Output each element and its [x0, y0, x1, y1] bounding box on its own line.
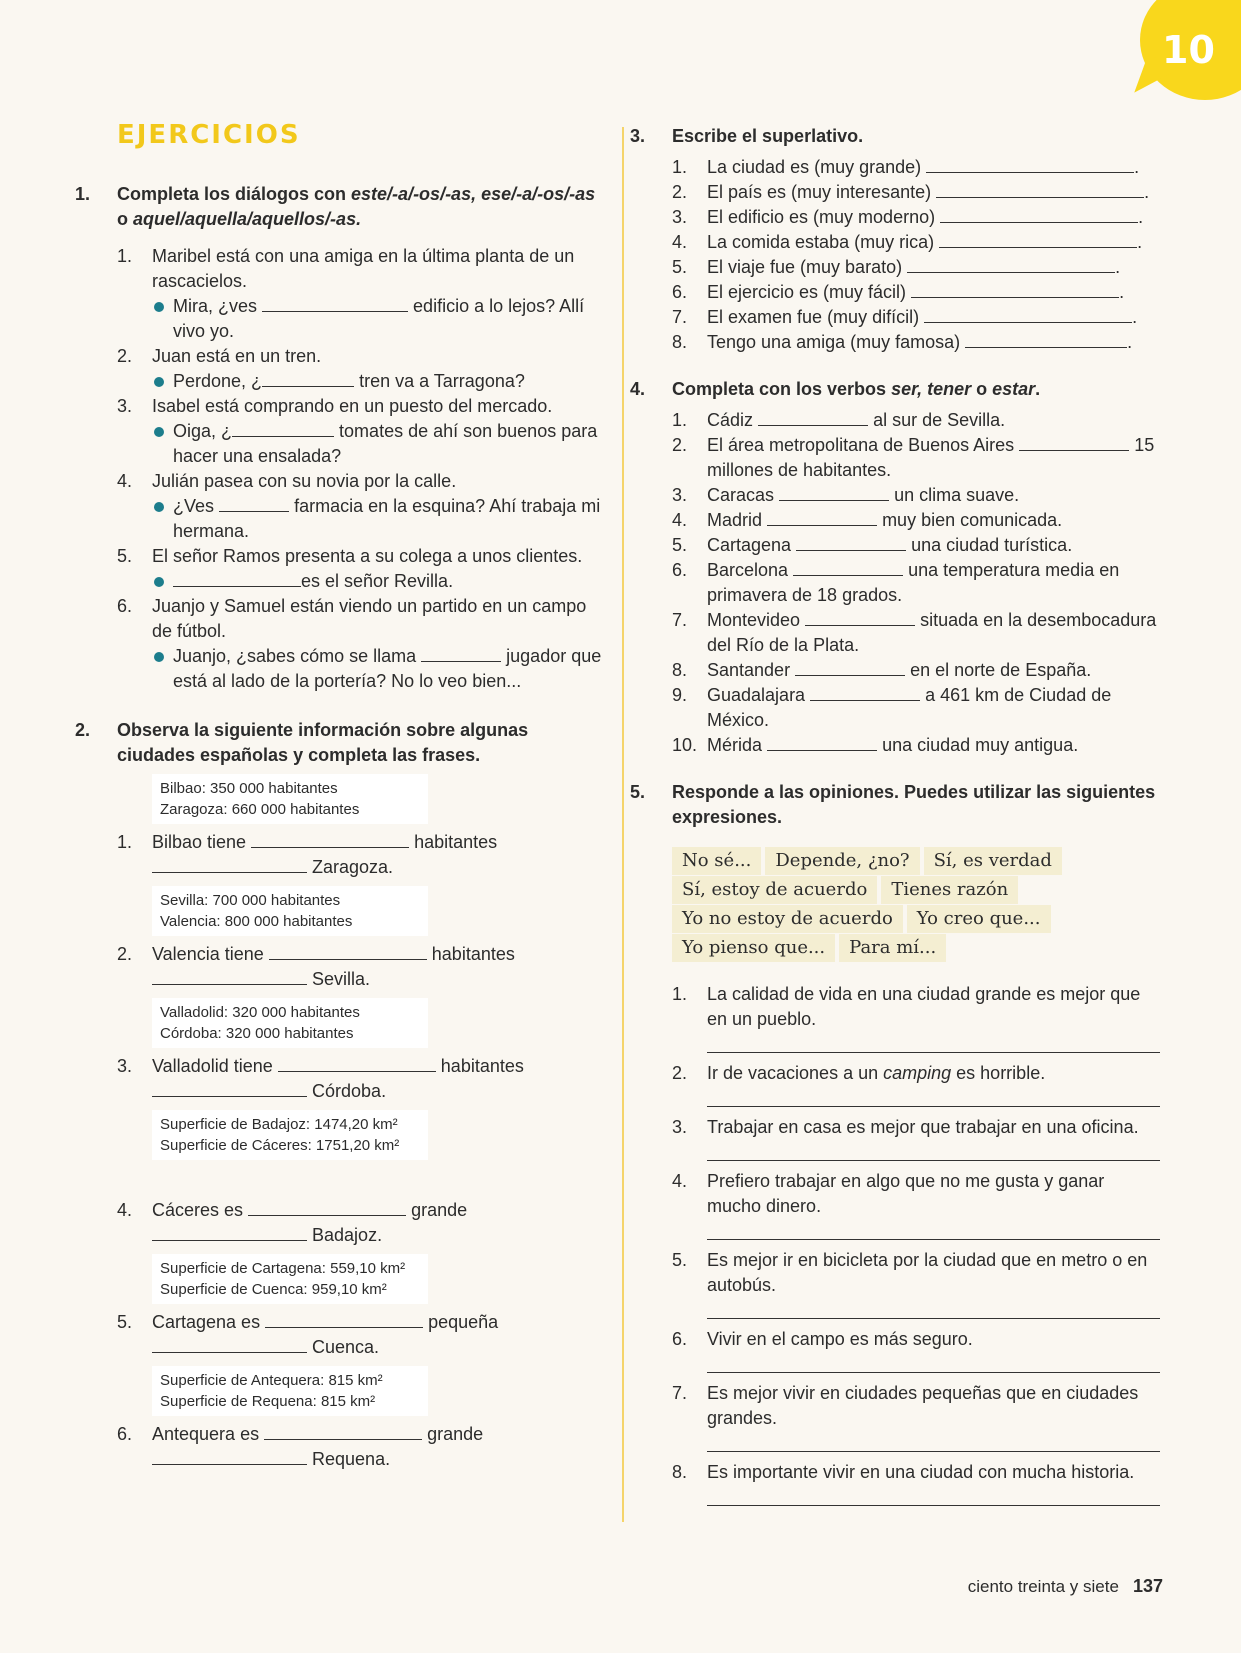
item-number: 6.: [117, 1424, 133, 1444]
instruction-text: o: [117, 209, 133, 229]
info-line: Valencia: 800 000 habitantes: [160, 913, 353, 930]
list-item: [117, 394, 610, 419]
answer-line[interactable]: [707, 1431, 1160, 1452]
list-item: [672, 1061, 1160, 1086]
fill-blank[interactable]: [262, 295, 408, 312]
info-line: Superficie de Requena: 815 km²: [160, 1393, 376, 1410]
answer-line[interactable]: [707, 1298, 1160, 1319]
fill-blank[interactable]: [251, 831, 409, 848]
item-number: 6.: [672, 560, 688, 580]
fill-blank[interactable]: [795, 659, 905, 676]
list-item: [672, 508, 1160, 533]
dialogue-line: [152, 569, 610, 594]
item-text: Badajoz.: [312, 1225, 383, 1245]
fill-blank[interactable]: [926, 156, 1134, 173]
item-text: Ir de vacaciones a un: [707, 1063, 884, 1083]
list-item: [672, 558, 1160, 608]
item-number: 5.: [672, 1250, 688, 1270]
exercise-number: 2.: [75, 720, 91, 740]
dialogue-line: [152, 494, 610, 544]
item-text: Madrid: [707, 510, 763, 530]
list-item: [672, 483, 1160, 508]
item-number: 6.: [672, 1329, 688, 1349]
instruction-italic: aquel/aquella/aquellos/-as.: [133, 209, 362, 229]
item-number: 4.: [117, 1200, 133, 1220]
fill-blank[interactable]: [1019, 434, 1129, 451]
expression-chip: Sí, es verdad: [924, 847, 1062, 875]
exercise-instruction: Observa la siguiente información sobre algunas ciudades españolas y completa las frases.: [117, 720, 529, 765]
item-text: El examen fue (muy difícil): [707, 307, 920, 327]
item-text: El edificio es (muy moderno): [707, 207, 936, 227]
item-text: El ejercicio es (muy fácil): [707, 282, 907, 302]
fill-blank[interactable]: [248, 1199, 406, 1216]
item-text: Zaragoza.: [312, 857, 394, 877]
list-item: [672, 658, 1160, 683]
item-text: una ciudad muy antigua.: [882, 735, 1079, 755]
fill-blank[interactable]: [421, 645, 501, 662]
item-number: 2.: [672, 182, 688, 202]
info-box: [152, 1366, 428, 1416]
dialogue-line: [152, 419, 610, 469]
item-text: una ciudad turística.: [911, 535, 1073, 555]
item-number: 3.: [117, 396, 133, 416]
fill-blank[interactable]: [152, 1448, 307, 1465]
dialogue-text: Mira, ¿ves: [173, 296, 258, 316]
fill-blank[interactable]: [152, 1336, 307, 1353]
verb-list: [630, 408, 1160, 758]
dialogue-line: [152, 294, 610, 344]
item-text: situada en la desembocadura del Río de la Plata.: [707, 610, 1157, 655]
dialogue-text: Oiga, ¿: [173, 421, 233, 441]
list-item: [117, 1310, 610, 1360]
list-item: [672, 408, 1160, 433]
item-number: 1.: [672, 984, 688, 1004]
item-text: Caracas: [707, 485, 775, 505]
dialogue-text: es el señor Revilla.: [301, 571, 454, 591]
exercise-number: 1.: [75, 184, 91, 204]
item-number: 2.: [117, 944, 133, 964]
item-number: 2.: [117, 346, 133, 366]
page-footer: [968, 1576, 1163, 1597]
expression-chip: Sí, estoy de acuerdo: [672, 876, 877, 904]
item-text: La ciudad es (muy grande): [707, 157, 922, 177]
item-number: 7.: [672, 307, 688, 327]
list-item: [672, 982, 1160, 1032]
item-number: 5.: [117, 1312, 133, 1332]
expression-chip: Para mí...: [839, 934, 946, 962]
item-text: es horrible.: [951, 1063, 1046, 1083]
item-text-italic: camping: [883, 1063, 952, 1083]
item-text: El área metropolitana de Buenos Aires: [707, 435, 1015, 455]
fill-blank[interactable]: [939, 231, 1137, 248]
fill-blank[interactable]: [232, 420, 334, 437]
item-text: Isabel está comprando en un puesto del mercado.: [152, 396, 553, 416]
right-column: [630, 124, 1160, 1520]
answer-line[interactable]: [707, 1352, 1160, 1373]
item-number: 4.: [672, 1171, 688, 1191]
list-item: [117, 1198, 610, 1248]
expression-chip: Yo creo que...: [907, 905, 1051, 933]
expression-chip: No sé...: [672, 847, 761, 875]
exercise-number: 4.: [630, 379, 646, 399]
item-text: una temperatura media en primavera de 18 grados.: [707, 560, 1120, 605]
list-item: [672, 1460, 1160, 1485]
list-item: [117, 1054, 610, 1104]
answer-line[interactable]: [707, 1219, 1160, 1240]
info-box: [152, 886, 428, 936]
item-text: Es mejor ir en bicicleta por la ciudad que en metro o en autobús.: [707, 1250, 1148, 1295]
item-number: 7.: [672, 610, 688, 630]
item-text: Tengo una amiga (muy famosa): [707, 332, 961, 352]
list-item: 5. El viaje fue (muy barato) .: [672, 255, 1160, 280]
fill-blank[interactable]: [907, 256, 1115, 273]
item-text: Maribel está con una amiga en la última planta de un rascacielos.: [152, 246, 575, 291]
list-item: [672, 1115, 1160, 1140]
item-text: grande: [411, 1200, 468, 1220]
item-text: 15 millones de habitantes.: [707, 435, 1155, 480]
info-line: Córdoba: 320 000 habitantes: [160, 1025, 354, 1042]
item-number: 4.: [672, 232, 688, 252]
item-text: Cartagena es: [152, 1312, 261, 1332]
fill-blank[interactable]: [965, 331, 1127, 348]
info-box: [152, 1254, 428, 1304]
info-line: Zaragoza: 660 000 habitantes: [160, 801, 360, 818]
chapter-number: 10: [1162, 28, 1215, 72]
fill-blank[interactable]: [758, 409, 868, 426]
list-item: [117, 244, 610, 294]
answer-line[interactable]: [707, 1086, 1160, 1107]
page-number: 137: [1132, 1576, 1163, 1596]
item-text: a 461 km de Ciudad de México.: [707, 685, 1112, 730]
dialogue-text: tren va a Tarragona?: [359, 371, 525, 391]
list-item: 7. El examen fue (muy difícil) .: [672, 305, 1160, 330]
instruction-text: .: [1035, 379, 1041, 399]
item-number: 1.: [117, 246, 133, 266]
info-box: [152, 998, 428, 1048]
instruction-text: Completa los diálogos con: [117, 184, 352, 204]
item-number: 3.: [117, 1056, 133, 1076]
item-number: 5.: [117, 546, 133, 566]
info-line: Superficie de Cáceres: 1751,20 km²: [160, 1137, 400, 1154]
list-item: [117, 942, 610, 992]
info-box: [152, 1110, 428, 1160]
item-text: La comida estaba (muy rica): [707, 232, 935, 252]
list-item: 8. Tengo una amiga (muy famosa) .: [672, 330, 1160, 355]
exercise-4: [630, 377, 1160, 758]
item-text: habitantes: [440, 1056, 524, 1076]
item-number: 3.: [672, 1117, 688, 1137]
fill-blank[interactable]: [936, 181, 1144, 198]
item-text: Sevilla.: [312, 969, 371, 989]
item-text: al sur de Sevilla.: [873, 410, 1006, 430]
column-divider: [622, 127, 624, 1522]
item-text: Cáceres es: [152, 1200, 244, 1220]
dialogue-text: Juanjo, ¿sabes cómo se llama: [173, 646, 417, 666]
item-number: 2.: [672, 435, 688, 455]
item-text: Cuenca.: [312, 1337, 380, 1357]
list-item: [672, 1248, 1160, 1298]
exercise-instruction: [117, 182, 610, 232]
expression-chip: Tienes razón: [881, 876, 1018, 904]
info-box: [152, 774, 428, 824]
list-item: [117, 469, 610, 494]
list-item: [117, 344, 610, 369]
fill-blank[interactable]: [219, 495, 289, 512]
item-text: Julián pasea con su novia por la calle.: [152, 471, 457, 491]
item-text: El país es (muy interesante): [707, 182, 932, 202]
list-item: [117, 830, 610, 880]
list-item: 6. El ejercicio es (muy fácil) .: [672, 280, 1160, 305]
list-item: [672, 608, 1160, 658]
item-text: Córdoba.: [312, 1081, 387, 1101]
fill-blank[interactable]: [264, 1423, 422, 1440]
exercise-number: 3.: [630, 126, 646, 146]
list-item: [672, 1169, 1160, 1219]
instruction-text: Completa con los verbos: [672, 379, 892, 399]
item-text: muy bien comunicada.: [882, 510, 1063, 530]
item-number: 2.: [672, 1063, 688, 1083]
fill-blank[interactable]: [173, 570, 301, 587]
item-text: grande: [427, 1424, 484, 1444]
expression-chips: [672, 846, 1160, 962]
item-text: La calidad de vida en una ciudad grande es mejor que en un pueblo.: [707, 984, 1141, 1029]
list-item: [672, 683, 1160, 733]
item-number: 8.: [672, 1462, 688, 1482]
item-number: 8.: [672, 332, 688, 352]
item-number: 6.: [117, 596, 133, 616]
item-text: Requena.: [312, 1449, 391, 1469]
list-item: 4. La comida estaba (muy rica) .: [672, 230, 1160, 255]
answer-line[interactable]: [707, 1140, 1160, 1161]
fill-blank[interactable]: [924, 306, 1132, 323]
dialogue-text: jugador que está al lado de la portería? No lo veo bien...: [173, 646, 602, 691]
item-text: Antequera es: [152, 1424, 260, 1444]
item-number: 4.: [672, 510, 688, 530]
item-text: Juanjo y Samuel están viendo un partido en un campo de fútbol.: [152, 596, 587, 641]
fill-blank[interactable]: [152, 856, 307, 873]
item-text: Barcelona: [707, 560, 789, 580]
info-line: Sevilla: 700 000 habitantes: [160, 892, 341, 909]
exercise-instruction: Responde a las opiniones. Puedes utilizar las siguientes expresiones.: [672, 782, 1156, 827]
item-text: El señor Ramos presenta a su colega a unos clientes.: [152, 546, 583, 566]
fill-blank[interactable]: [265, 1311, 423, 1328]
item-text: Cádiz: [707, 410, 754, 430]
fill-blank[interactable]: [793, 559, 903, 576]
fill-blank[interactable]: [152, 1224, 307, 1241]
dialogue-text: ¿Ves: [173, 496, 215, 516]
exercise-number: 5.: [630, 782, 646, 802]
list-item: [117, 594, 610, 644]
dialogue-line: [152, 369, 610, 394]
expression-chip: Yo pienso que...: [672, 934, 835, 962]
item-text: pequeña: [428, 1312, 499, 1332]
item-number: 6.: [672, 282, 688, 302]
list-item: [672, 533, 1160, 558]
page-number-words: ciento treinta y siete: [967, 1577, 1119, 1596]
fill-blank[interactable]: [779, 484, 889, 501]
instruction-italic: estar: [992, 379, 1036, 399]
fill-blank[interactable]: [911, 281, 1119, 298]
item-text: Mérida: [707, 735, 763, 755]
fill-blank[interactable]: [805, 609, 915, 626]
item-text: Es mejor vivir en ciudades pequeñas que en ciudades grandes.: [707, 1383, 1139, 1428]
instruction-italic: este/-a/-os/-as, ese/-a/-os/-as: [351, 184, 596, 204]
item-text: Trabajar en casa es mejor que trabajar en una oficina.: [707, 1117, 1139, 1137]
dialogue-text: tomates de ahí son buenos para hacer una ensalada?: [173, 421, 598, 466]
fill-blank[interactable]: [796, 534, 906, 551]
item-text: un clima suave.: [894, 485, 1020, 505]
info-line: Superficie de Badajoz: 1474,20 km²: [160, 1116, 398, 1133]
item-number: 5.: [672, 535, 688, 555]
fill-blank[interactable]: [278, 1055, 436, 1072]
list-item: 3. El edificio es (muy moderno) .: [672, 205, 1160, 230]
dialogue-text: Perdone, ¿: [173, 371, 263, 391]
left-column: [75, 182, 610, 1486]
info-line: Valladolid: 320 000 habitantes: [160, 1004, 360, 1021]
item-text: en el norte de España.: [910, 660, 1092, 680]
list-item: [672, 433, 1160, 483]
item-text: habitantes: [414, 832, 498, 852]
item-number: 7.: [672, 1383, 688, 1403]
item-text: Cartagena: [707, 535, 792, 555]
item-text: Montevideo: [707, 610, 801, 630]
item-number: 4.: [117, 471, 133, 491]
item-number: 1.: [117, 832, 133, 852]
item-number: 10.: [672, 735, 698, 755]
item-number: 1.: [672, 157, 688, 177]
item-text: Es importante vivir en una ciudad con mucha historia.: [707, 1462, 1135, 1482]
instruction-text: o: [971, 379, 993, 399]
item-text: Valladolid tiene: [152, 1056, 273, 1076]
item-number: 5.: [672, 257, 688, 277]
item-text: Santander: [707, 660, 791, 680]
dialogue-text: edificio a lo lejos? Allí vivo yo.: [173, 296, 585, 341]
fill-blank[interactable]: [767, 509, 877, 526]
fill-blank[interactable]: [152, 968, 307, 985]
exercise-instruction: Escribe el superlativo.: [672, 126, 864, 146]
expression-chip: Yo no estoy de acuerdo: [672, 905, 903, 933]
item-number: 8.: [672, 660, 688, 680]
expression-chip: Depende, ¿no?: [765, 847, 919, 875]
info-line: Superficie de Cuenca: 959,10 km²: [160, 1281, 387, 1298]
fill-blank[interactable]: [152, 1080, 307, 1097]
item-text: Bilbao tiene: [152, 832, 247, 852]
exercise-5: [630, 780, 1160, 1506]
exercise-1: [75, 182, 610, 694]
opinion-list: [630, 982, 1160, 1506]
fill-blank[interactable]: [940, 206, 1138, 223]
fill-blank[interactable]: [810, 684, 920, 701]
list-item: 1. La ciudad es (muy grande) .: [672, 155, 1160, 180]
dialogue-line: [152, 644, 610, 694]
exercise-instruction: [672, 377, 1160, 402]
dialogue-text: farmacia en la esquina? Ahí trabaja mi hermana.: [173, 496, 601, 541]
answer-line[interactable]: [707, 1032, 1160, 1053]
fill-blank[interactable]: [767, 734, 877, 751]
item-number: 1.: [672, 410, 688, 430]
exercise-2: [75, 718, 610, 1472]
item-text: Valencia tiene: [152, 944, 264, 964]
fill-blank[interactable]: [262, 370, 354, 387]
info-line: Superficie de Cartagena: 559,10 km²: [160, 1260, 406, 1277]
list-item: [672, 1381, 1160, 1431]
item-text: El viaje fue (muy barato): [707, 257, 903, 277]
item-text: Prefiero trabajar en algo que no me gusta y ganar mucho dinero.: [707, 1171, 1105, 1216]
list-item: [672, 733, 1160, 758]
list-item: [117, 544, 610, 569]
item-number: 3.: [672, 485, 688, 505]
superlative-list: [630, 155, 1160, 355]
item-text: Vivir en el campo es más seguro.: [707, 1329, 973, 1349]
list-item: [672, 1327, 1160, 1352]
item-text: habitantes: [431, 944, 515, 964]
list-item: 2. El país es (muy interesante) .: [672, 180, 1160, 205]
answer-line[interactable]: [707, 1485, 1160, 1506]
fill-blank[interactable]: [269, 943, 427, 960]
item-number: 3.: [672, 207, 688, 227]
item-number: 9.: [672, 685, 688, 705]
exercise-3: [630, 124, 1160, 355]
item-text: Guadalajara: [707, 685, 806, 705]
info-line: Bilbao: 350 000 habitantes: [160, 780, 338, 797]
list-item: [117, 1422, 610, 1472]
info-line: Superficie de Antequera: 815 km²: [160, 1372, 383, 1389]
section-title: EJERCICIOS: [117, 120, 301, 150]
instruction-italic: ser, tener: [891, 379, 972, 399]
item-text: Juan está en un tren.: [152, 346, 322, 366]
